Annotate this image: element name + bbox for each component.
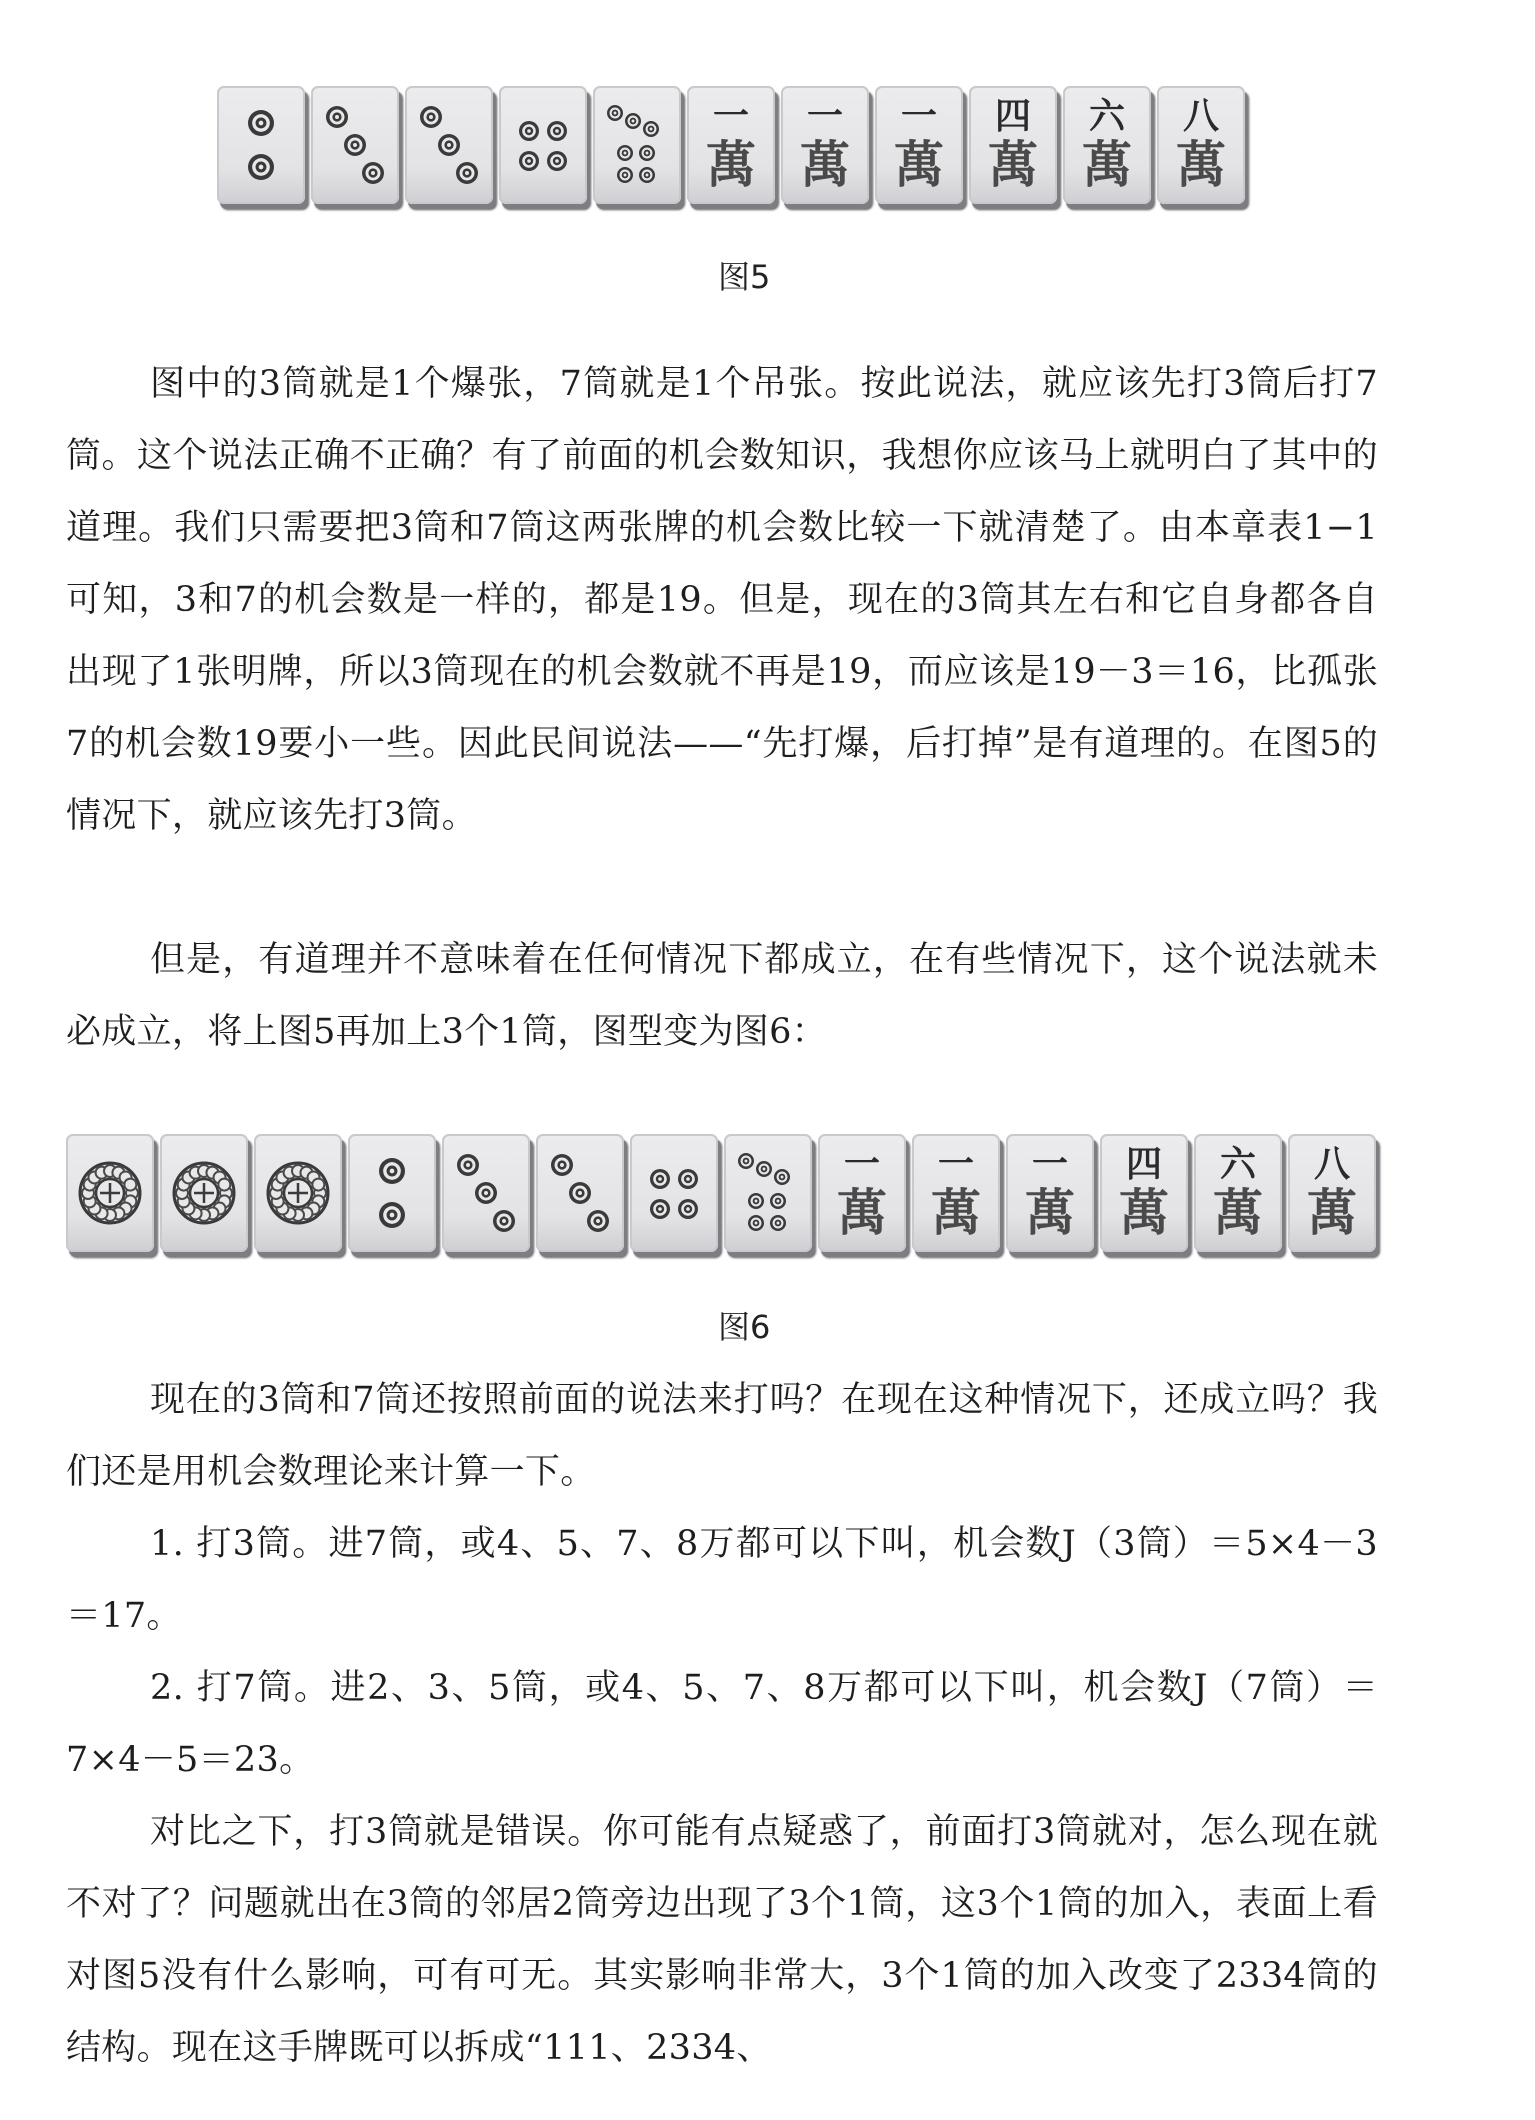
tile-wan-character: 萬 <box>1025 1183 1075 1242</box>
six-wan-tile <box>1063 86 1151 204</box>
one-wan-tile <box>781 86 869 204</box>
dots-icon <box>166 1141 242 1245</box>
four-dots-tile <box>630 1134 718 1252</box>
dots-icon <box>354 1141 430 1245</box>
tile-number: 八 <box>1182 96 1219 137</box>
three-dots-tile <box>536 1134 624 1252</box>
dots-icon <box>636 1141 712 1245</box>
tile-number: 一 <box>937 1144 974 1185</box>
figure-6-tiles <box>66 1134 1382 1252</box>
seven-dots-tile <box>593 86 681 204</box>
dots-icon <box>505 93 581 197</box>
figure-6-caption: 图6 <box>718 1308 771 1346</box>
one-wan-tile <box>875 86 963 204</box>
tile-number: 八 <box>1313 1144 1350 1185</box>
four-dots-tile <box>499 86 587 204</box>
dots-icon <box>448 1141 524 1245</box>
figure-5-tiles <box>217 86 1251 204</box>
tile-number: 四 <box>1125 1144 1162 1185</box>
tile-wan-character: 萬 <box>1119 1183 1169 1242</box>
tile-number: 一 <box>900 96 937 137</box>
three-dots-tile <box>442 1134 530 1252</box>
paragraph-3: 现在的3筒和7筒还按照前面的说法来打吗？在现在这种情况下，还成立吗？我们还是用机会数理论来计算一下。 <box>66 1380 1378 1492</box>
four-wan-tile <box>969 86 1057 204</box>
tile-number: 一 <box>843 1144 880 1185</box>
dots-icon <box>730 1141 806 1245</box>
tile-wan-character: 萬 <box>931 1183 981 1242</box>
three-dots-tile <box>405 86 493 204</box>
figure-5-caption: 图5 <box>718 258 771 296</box>
dots-icon <box>260 1141 336 1245</box>
tile-number: 四 <box>994 96 1031 137</box>
paragraph-6: 对比之下，打3筒就是错误。你可能有点疑惑了，前面打3筒就对，怎么现在就不对了？问题就出在3筒的邻居2筒旁边出现了3个1筒，这3个1筒的加入，表面上看对图5没有什么影响，可有可无。其实影响非常大，3个1筒的加入改变了2334筒的结构。现在这手牌既可以拆成“111、2334、 <box>66 1812 1378 2068</box>
seven-dots-tile <box>724 1134 812 1252</box>
tile-wan-character: 萬 <box>837 1183 887 1242</box>
dots-icon <box>223 93 299 197</box>
six-wan-tile <box>1194 1134 1282 1252</box>
paragraph-5: 2. 打7筒。进2、3、5筒，或4、5、7、8万都可以下叫，机会数J（7筒）＝7×4－5＝23。 <box>66 1668 1378 1780</box>
dots-icon <box>317 93 393 197</box>
tile-wan-character: 萬 <box>988 135 1038 194</box>
one-dots-tile <box>254 1134 342 1252</box>
three-dots-tile <box>311 86 399 204</box>
dots-icon <box>542 1141 618 1245</box>
one-wan-tile <box>818 1134 906 1252</box>
tile-wan-character: 萬 <box>800 135 850 194</box>
one-dots-tile <box>66 1134 154 1252</box>
two-dots-tile <box>217 86 305 204</box>
paragraph-4: 1. 打3筒。进7筒，或4、5、7、8万都可以下叫，机会数J（3筒）＝5×4－3＝17。 <box>66 1524 1378 1636</box>
one-wan-tile <box>912 1134 1000 1252</box>
tile-number: 一 <box>806 96 843 137</box>
two-dots-tile <box>348 1134 436 1252</box>
tile-wan-character: 萬 <box>1213 1183 1263 1242</box>
tile-number: 六 <box>1219 1144 1256 1185</box>
tile-number: 六 <box>1088 96 1125 137</box>
one-wan-tile <box>687 86 775 204</box>
paragraph-2: 但是，有道理并不意味着在任何情况下都成立，在有些情况下，这个说法就未必成立，将上图5再加上3个1筒，图型变为图6： <box>66 940 1378 1052</box>
dots-icon <box>411 93 487 197</box>
one-dots-tile <box>160 1134 248 1252</box>
tile-wan-character: 萬 <box>894 135 944 194</box>
paragraph-1: 图中的3筒就是1个爆张，7筒就是1个吊张。按此说法，就应该先打3筒后打7筒。这个说法正确不正确？有了前面的机会数知识，我想你应该马上就明白了其中的道理。我们只需要把3筒和7筒这两张牌的机会数比较一下就清楚了。由本章表1−1可知，3和7的机会数是一样的，都是19。但是，现在的3筒其左右和它自身都各自出现了1张明牌，所以3筒现在的机会数就不再是19，而应该是19－3＝16，比孤张7的机会数19要小一些。因此民间说法——“先打爆，后打掉”是有道理的。在图5的情况下，就应该先打3筒。 <box>66 364 1378 836</box>
four-wan-tile <box>1100 1134 1188 1252</box>
tile-number: 一 <box>1031 1144 1068 1185</box>
tile-number: 一 <box>712 96 749 137</box>
eight-wan-tile <box>1288 1134 1376 1252</box>
tile-wan-character: 萬 <box>1307 1183 1357 1242</box>
eight-wan-tile <box>1157 86 1245 204</box>
tile-wan-character: 萬 <box>1082 135 1132 194</box>
dots-icon <box>599 93 675 197</box>
tile-wan-character: 萬 <box>706 135 756 194</box>
dots-icon <box>72 1141 148 1245</box>
tile-wan-character: 萬 <box>1176 135 1226 194</box>
one-wan-tile <box>1006 1134 1094 1252</box>
